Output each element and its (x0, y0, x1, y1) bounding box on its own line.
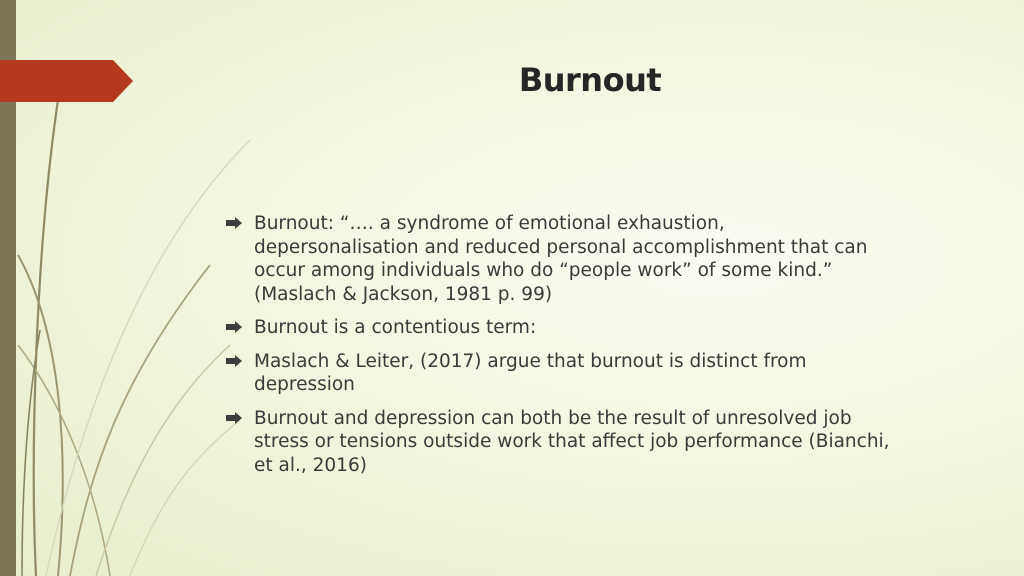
list-item (226, 212, 976, 306)
slide-title: Burnout (518, 61, 662, 99)
list-item (226, 407, 976, 478)
bullet-text: Burnout and depression can both be the result of unresolved job stress or tensions outside work that affect job performance (Bianchi, et al., 2016) (254, 407, 890, 476)
list-item (226, 350, 976, 397)
arrow-bullet-icon (226, 217, 242, 229)
arrow-bullet-icon (226, 355, 242, 367)
arrow-bullet-icon (226, 321, 242, 333)
bullet-text: Burnout: “…. a syndrome of emotional exhaustion, depersonalisation and reduced personal accomplishment that can occur among individuals who do “people work” of some kind.” (Maslach & Jackson, 1981 p. 99) (254, 213, 868, 305)
arrow-bullet-icon (226, 412, 242, 424)
list-item (226, 316, 976, 340)
bullet-text: Burnout is a contentious term: (254, 317, 537, 338)
bullet-text: Maslach & Leiter, (2017) argue that burnout is distinct from depression (254, 350, 807, 395)
bullet-list (226, 212, 976, 487)
